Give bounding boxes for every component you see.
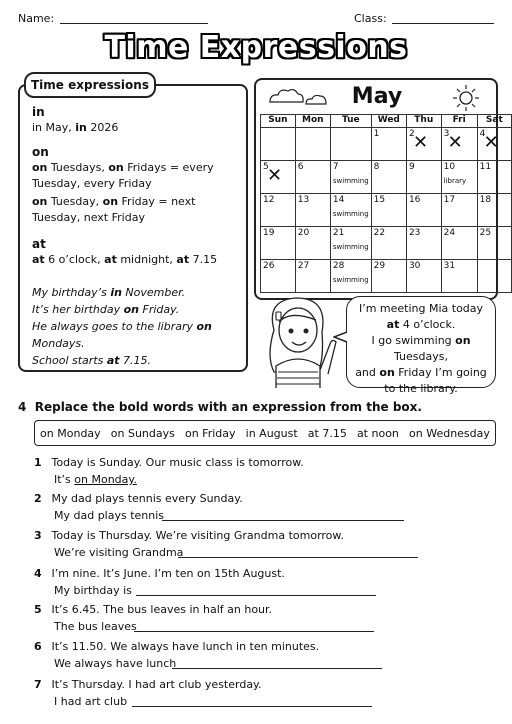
calendar-date-number: 27	[297, 261, 310, 271]
calendar-week-row	[261, 128, 512, 161]
answer-prefix: My birthday is	[54, 584, 132, 597]
cross-mark-icon: ✕	[447, 132, 463, 153]
calendar-week-row	[261, 194, 512, 227]
calendar-date-number: 11	[479, 162, 492, 172]
calendar-date-note: library	[443, 177, 467, 185]
speech-line: and on Friday I’m going	[355, 366, 487, 379]
sun-icon	[452, 84, 480, 112]
calendar-day-header: Thu	[406, 115, 441, 128]
speech-text	[347, 297, 495, 397]
calendar-date-cell	[441, 194, 477, 227]
calendar-date-number: 18	[479, 195, 492, 205]
question-text: Today is Thursday. We’re visiting Grandma tomorrow.	[51, 529, 344, 542]
name-label: Name:	[18, 12, 55, 25]
speech-line: I’m meeting Mia today	[358, 302, 484, 315]
calendar-month: May	[351, 84, 403, 109]
calendar-date-number: 26	[263, 261, 275, 271]
calendar-date-number: 6	[297, 162, 304, 172]
on-example-2: on Tuesday, on Friday = next Tuesday, next Friday	[32, 195, 196, 224]
word-box-item: on Friday	[184, 426, 236, 440]
example-answer: on Monday.	[74, 473, 137, 486]
calendar-date-cell	[330, 194, 371, 227]
calendar-date-note: swimming	[332, 243, 369, 251]
exercise-heading	[18, 400, 422, 414]
exercise-instruction: Replace the bold words with an expression from the box.	[34, 400, 422, 414]
calendar-date-cell	[406, 260, 441, 293]
cross-mark-icon: ✕	[267, 165, 283, 186]
calendar-date-cell	[261, 260, 296, 293]
calendar-date-number: 30	[408, 261, 421, 271]
calendar-date-cell	[261, 128, 296, 161]
calendar-day-header: Wed	[371, 115, 406, 128]
calendar-date-cell	[477, 128, 511, 161]
question-7	[34, 678, 262, 708]
calendar-date-cell	[441, 128, 477, 161]
calendar-date-cell	[261, 161, 296, 194]
calendar-date-number: 14	[332, 195, 345, 205]
calendar-date-cell	[295, 161, 330, 194]
clouds-icon	[266, 84, 332, 108]
on-heading: on	[32, 145, 49, 159]
at-example: at 6 o’clock, at midnight, at 7.15	[32, 253, 218, 266]
answer-line[interactable]	[132, 706, 372, 707]
speech-bubble	[346, 296, 496, 395]
calendar-date-cell	[477, 161, 511, 194]
calendar-date-number: 5	[263, 162, 269, 172]
answer-line[interactable]	[172, 668, 382, 669]
calendar-day-header: Sun	[261, 115, 296, 128]
question-text: It’s 6.45. The bus leaves in half an hour.	[51, 603, 273, 616]
in-heading: in	[32, 105, 45, 119]
calendar-date-cell	[295, 128, 330, 161]
calendar-date-number: 12	[263, 195, 275, 205]
question-text: I’m nine. It’s June. I’m ten on 15th August.	[51, 567, 285, 580]
question-number: 7	[34, 678, 42, 691]
calendar-date-number: 20	[297, 228, 310, 238]
calendar-date-cell	[477, 194, 511, 227]
calendar-date-cell	[371, 161, 406, 194]
calendar-date-cell	[406, 227, 441, 260]
calendar-date-number: 29	[373, 261, 386, 271]
answer-prefix: My dad plays tennis	[54, 509, 165, 522]
calendar-date-cell	[477, 260, 511, 293]
calendar-date-cell	[406, 194, 441, 227]
answer-line[interactable]	[134, 631, 374, 632]
answer-prefix: We’re visiting Grandma	[54, 546, 184, 559]
calendar-date-cell	[477, 227, 511, 260]
calendar-date-cell	[330, 128, 371, 161]
calendar-date-cell	[295, 227, 330, 260]
calendar-date-number: 16	[408, 195, 421, 205]
calendar-date-number: 7	[332, 162, 339, 172]
answer-line[interactable]	[162, 520, 404, 521]
answer-line[interactable]	[136, 595, 376, 596]
calendar-grid	[260, 114, 512, 293]
page-title: Time Expressions	[104, 30, 408, 65]
question-2	[34, 492, 243, 522]
question-number: 2	[34, 492, 42, 505]
word-box-item: on Monday	[40, 426, 101, 440]
calendar-date-number: 1	[373, 129, 380, 139]
calendar-date-note: swimming	[332, 210, 369, 218]
calendar-date-cell	[330, 227, 371, 260]
calendar-day-header: Tue	[330, 115, 371, 128]
question-3	[34, 529, 344, 559]
calendar-date-cell	[371, 227, 406, 260]
calendar-date-number: 10	[443, 162, 456, 172]
expressions-heading: Time expressions	[24, 72, 156, 98]
calendar-date-cell	[441, 161, 477, 194]
calendar-date-cell	[295, 260, 330, 293]
question-text: It’s 11.50. We always have lunch in ten minutes.	[51, 640, 320, 653]
calendar-date-cell	[371, 260, 406, 293]
question-5	[34, 603, 272, 633]
question-text: Today is Sunday. Our music class is tomorrow.	[51, 456, 304, 469]
calendar-date-cell	[261, 227, 296, 260]
word-box-item: at noon	[356, 426, 399, 440]
example-sentence: It’s her birthday on Friday.	[32, 303, 180, 316]
calendar-week-row	[261, 161, 512, 194]
calendar-date-cell	[371, 194, 406, 227]
calendar-date-cell	[441, 260, 477, 293]
calendar-week-row	[261, 227, 512, 260]
calendar-date-number: 21	[332, 228, 345, 238]
calendar-date-cell	[406, 161, 441, 194]
calendar-date-cell	[295, 194, 330, 227]
calendar-date-number: 8	[373, 162, 380, 172]
question-number: 5	[34, 603, 42, 616]
question-number: 4	[34, 567, 42, 580]
calendar-date-number: 17	[443, 195, 456, 205]
question-4	[34, 567, 285, 597]
calendar-date-cell	[441, 227, 477, 260]
example-sentence: School starts at 7.15.	[32, 354, 152, 367]
word-box-item: in August	[245, 426, 298, 440]
calendar-date-cell	[406, 128, 441, 161]
class-label: Class:	[354, 12, 387, 25]
question-number: 6	[34, 640, 42, 653]
cross-mark-icon: ✕	[483, 132, 499, 153]
speech-line: to the library.	[384, 382, 458, 395]
calendar-date-number: 19	[263, 228, 275, 238]
answer-prefix: It’s	[54, 473, 75, 486]
cross-mark-icon: ✕	[412, 132, 429, 153]
calendar-date-cell	[330, 161, 371, 194]
answer-prefix: I had art club	[54, 695, 128, 708]
question-number: 3	[34, 529, 42, 542]
name-field[interactable]	[60, 23, 208, 24]
calendar-date-cell	[371, 128, 406, 161]
calendar-date-number: 3	[443, 129, 450, 139]
calendar-date-number: 31	[443, 261, 456, 271]
question-6	[34, 640, 319, 670]
speech-bubble-tail	[333, 330, 349, 344]
calendar-week-row	[261, 260, 512, 293]
exercise-number: 4	[18, 400, 27, 414]
calendar-date-number: 15	[373, 195, 386, 205]
calendar-date-number: 2	[408, 129, 415, 139]
calendar-date-number: 9	[408, 162, 415, 172]
calendar-day-header: Mon	[295, 115, 330, 128]
calendar-date-number: 13	[297, 195, 310, 205]
example-sentence: My birthday’s in November.	[32, 286, 186, 299]
calendar-date-number: 25	[479, 228, 492, 238]
question-number: 1	[34, 456, 42, 469]
example-sentence: He always goes to the library on Mondays.	[32, 320, 212, 350]
word-box-item: at 7.15	[307, 426, 347, 440]
word-box	[34, 420, 496, 446]
calendar-date-number: 28	[332, 261, 345, 271]
speech-line: I go swimming on Tuesdays,	[371, 334, 471, 363]
calendar-date-cell	[261, 194, 296, 227]
class-field[interactable]	[392, 23, 494, 24]
calendar-day-header: Sat	[477, 115, 511, 128]
calendar-date-note: swimming	[332, 276, 369, 284]
word-box-item: on Sundays	[110, 426, 175, 440]
answer-prefix: We always have lunch	[54, 657, 177, 670]
expressions-content	[32, 104, 242, 369]
calendar-date-number: 24	[443, 228, 456, 238]
answer-line[interactable]	[178, 557, 418, 558]
speech-line: at 4 o’clock.	[386, 318, 456, 331]
answer-prefix: The bus leaves	[54, 620, 137, 633]
question-text: My dad plays tennis every Sunday.	[51, 492, 243, 505]
calendar-date-number: 22	[373, 228, 386, 238]
in-example: in May, in 2026	[32, 121, 119, 134]
word-box-item: on Wednesday	[409, 426, 490, 440]
calendar-date-note: swimming	[332, 177, 369, 185]
calendar-date-number: 4	[479, 129, 486, 139]
calendar-day-header: Fri	[441, 115, 477, 128]
calendar-date-number: 23	[408, 228, 421, 238]
example-sentences	[32, 284, 242, 369]
at-heading: at	[32, 237, 46, 251]
calendar-date-cell	[330, 260, 371, 293]
on-example-1: on Tuesdays, on Fridays = every Tuesday, every Friday	[32, 161, 214, 190]
question-text: It’s Thursday. I had art club yesterday.	[51, 678, 262, 691]
question-1	[34, 456, 304, 486]
